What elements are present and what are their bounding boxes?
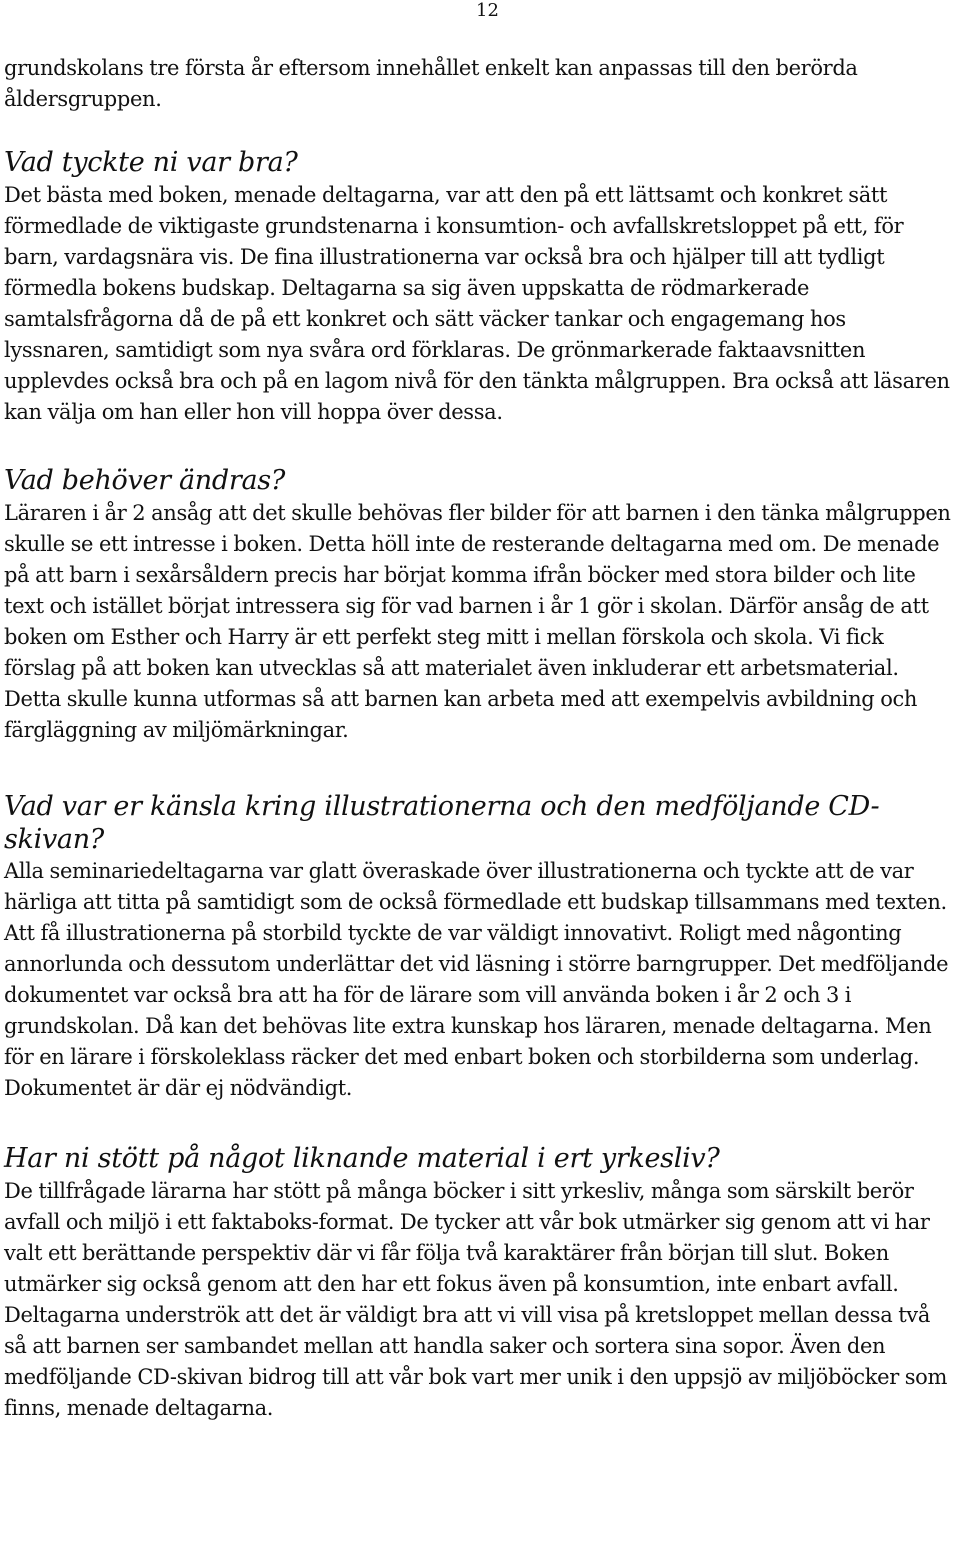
section-body: Det bästa med boken, menade deltagarna, var att den på ett lättsamt och konkret sätt förmedlade de viktigaste grundstenarna i konsumtion- och avfallskretsloppet på ett, för barn, vardagsnära vis. De fina illustrationerna var också bra och hjälper till att tydligt förmedla bokens budskap. Deltagarna sa sig även uppskatta de rödmarkerade samtalsfrågorna då de på ett konkret och sätt väcker tankar och engagemang hos lyssnaren, samtidigt som nya svåra ord förklaras. De grönmarkerade faktaavsnitten upplevdes också bra och på en lagom nivå för den tänkta målgruppen. Bra också att läsaren kan välja om han eller hon vill hoppa över dessa. [4, 183, 950, 424]
section-heading: Vad var er känsla kring illustrationerna och den medföljande CD-skivan? [4, 791, 880, 855]
section-body: Alla seminariedeltagarna var glatt överaskade över illustrationerna och tyckte att de var härliga att titta på samtidigt som de också förmedlade ett budskap tillsammans med texten. Att få illustrationerna på storbild tyckte de var väldigt innovativt. Roligt med någonting annorlunda och dessutom underlättar det vid läsning i större barngrupper. Det medföljande dokumentet var också bra att ha för de lärare som vill använda boken i år 2 och 3 i grundskolan. Då kan det behövas lite extra kunskap hos läraren, menade deltagarna. Men för en lärare i förskoleklass räcker det med enbart boken och storbilderna som underlag. Dokumentet är där ej nödvändigt. [4, 859, 949, 1100]
section-body: Läraren i år 2 ansåg att det skulle behövas fler bilder för att barnen i den tänka målgruppen skulle se ett intresse i boken. Detta höll inte de resterande deltagarna med om. De menade på att barn i sexårsåldern precis har börjat komma ifrån böcker med stora bilder och lite text och istället börjat intressera sig för vad barnen i år 1 gör i skolan. Därför ansåg de att boken om Esther och Harry är ett perfekt steg mitt i mellan förskola och skola. Vi fick förslag på att boken kan utvecklas så att materialet även inkluderar ett arbetsmaterial. Detta skulle kunna utformas så att barnen kan arbeta med att exempelvis avbildning och färgläggning av miljömärkningar. [4, 501, 951, 742]
page-content [4, 53, 954, 1424]
intro-paragraph: grundskolans tre första år eftersom innehållet enkelt kan anpassas till den berörda åldersgruppen. [4, 56, 858, 111]
page-number: 12 [476, 0, 499, 21]
section-heading: Har ni stött på något liknande material i ert yrkesliv? [4, 1143, 720, 1174]
section-similar-material [4, 1142, 954, 1424]
section-body: De tillfrågade lärarna har stött på många böcker i sitt yrkesliv, många som särskilt berör avfall och miljö i ett faktaboks-format. De tycker att vår bok utmärker sig genom att vi har valt ett berättande perspektiv där vi får följa två karaktärer från början till slut. Boken utmärker sig också genom att den har ett fokus även på konsumtion, inte enbart avfall. Deltagarna underströk att det är väldigt bra att vi vill visa på kretsloppet mellan dessa två så att barnen ser sambandet mellan att handla saker och sortera sina sopor. Även den medföljande CD-skivan bidrog till att vår bok vart mer unik i den uppsjö av miljöböcker som finns, menade deltagarna. [4, 1179, 948, 1420]
section-illustrations-cd [4, 790, 954, 1104]
section-heading: Vad behöver ändras? [4, 465, 286, 496]
section-what-needs-change [4, 464, 954, 746]
section-what-was-good [4, 146, 954, 428]
section-heading: Vad tyckte ni var bra? [4, 147, 298, 178]
